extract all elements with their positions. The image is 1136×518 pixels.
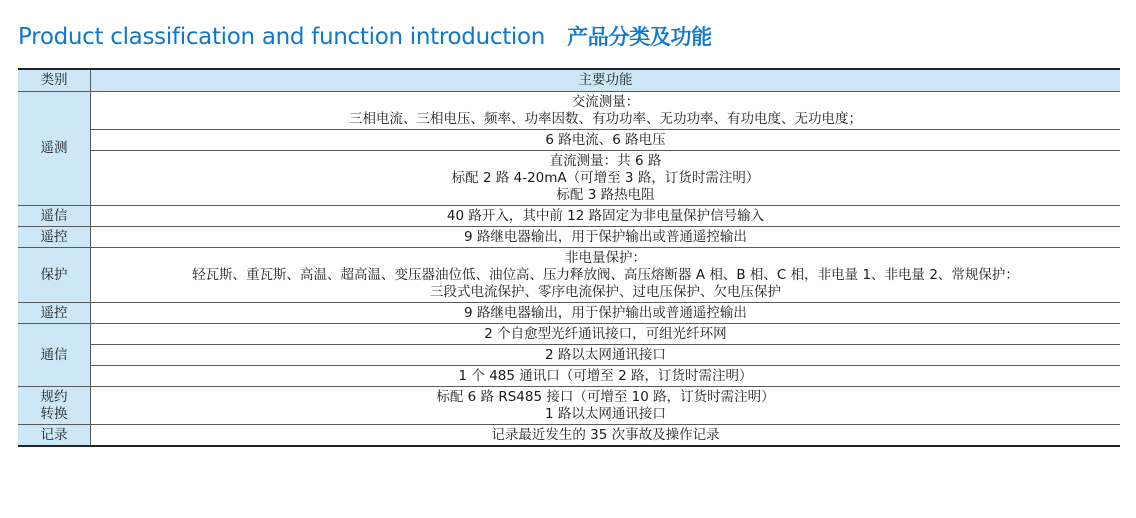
table-row [18,130,1120,151]
function-text-line: 直流测量：共 6 路 [549,152,662,169]
table-row [18,324,1120,345]
function-text-line: 2 个自愈型光纤通讯接口，可组光纤环网 [484,325,727,342]
function-text-line: 非电量保护： [565,249,646,266]
table-row [18,92,1120,130]
page-title [18,20,712,54]
table-row [18,366,1120,387]
function-text-line: 9 路继电器输出，用于保护输出或普通遥控输出 [464,228,747,245]
function-text-line: 1 路以太网通讯接口 [545,405,666,422]
function-text-line: 2 路以太网通讯接口 [545,346,666,363]
category-cell: 遥控 [18,227,91,248]
function-cell [91,366,1121,387]
category-cell [18,387,91,425]
function-cell [91,303,1121,324]
function-cell [91,206,1121,227]
function-cell [91,151,1121,206]
function-text-line: 记录最近发生的 35 次事故及操作记录 [491,426,720,443]
function-text-line: 标配 3 路热电阻 [556,186,655,203]
table-row [18,206,1120,227]
category-label-line: 规约 [40,388,68,405]
title-chinese: 产品分类及功能 [567,25,712,49]
category-cell: 遥控 [18,303,91,324]
table-row [18,425,1120,447]
function-cell [91,425,1121,447]
function-text-line: 40 路开入，其中前 12 路固定为非电量保护信号输入 [446,207,765,224]
function-text-line: 标配 6 路 RS485 接口（可增至 10 路，订货时需注明） [436,388,775,405]
table-row [18,345,1120,366]
category-cell: 保护 [18,248,91,303]
table-row [18,387,1120,425]
category-cell: 通信 [18,324,91,387]
function-cell [91,345,1121,366]
function-text-line: 标配 2 路 4-20mA（可增至 3 路，订货时需注明） [451,169,760,186]
title-english: Product classification and function introduction [18,24,546,50]
function-text-line: 6 路电流、6 路电压 [545,131,666,148]
function-cell [91,130,1121,151]
table-row [18,151,1120,206]
function-cell [91,92,1121,130]
category-cell: 记录 [18,425,91,447]
function-cell [91,227,1121,248]
table-row [18,227,1120,248]
table-row [18,303,1120,324]
header-function: 主要功能 [91,69,1121,92]
category-cell: 遥信 [18,206,91,227]
function-text-line: 三相电流、三相电压、频率、功率因数、有功功率、无功功率、有功电度、无功电度； [349,110,862,127]
function-text-line: 9 路继电器输出，用于保护输出或普通遥控输出 [464,304,747,321]
function-cell [91,248,1121,303]
function-text-line: 交流测量： [571,93,640,110]
function-cell [91,387,1121,425]
table-header-row [18,69,1120,92]
category-cell: 遥测 [18,92,91,206]
category-label-line: 转换 [40,405,68,422]
function-text-line: 三段式电流保护、零序电流保护、过电压保护、欠电压保护 [430,283,781,300]
table-row [18,248,1120,303]
function-text-line: 1 个 485 通讯口（可增至 2 路，订货时需注明） [458,367,753,384]
function-cell [91,324,1121,345]
header-category: 类别 [18,69,91,92]
function-table [18,68,1120,447]
function-text-line: 轻瓦斯、重瓦斯、高温、超高温、变压器油位低、油位高、压力释放阀、高压熔断器 A 相、B 相、C 相，非电量 1、非电量 2、常规保护： [192,266,1019,283]
